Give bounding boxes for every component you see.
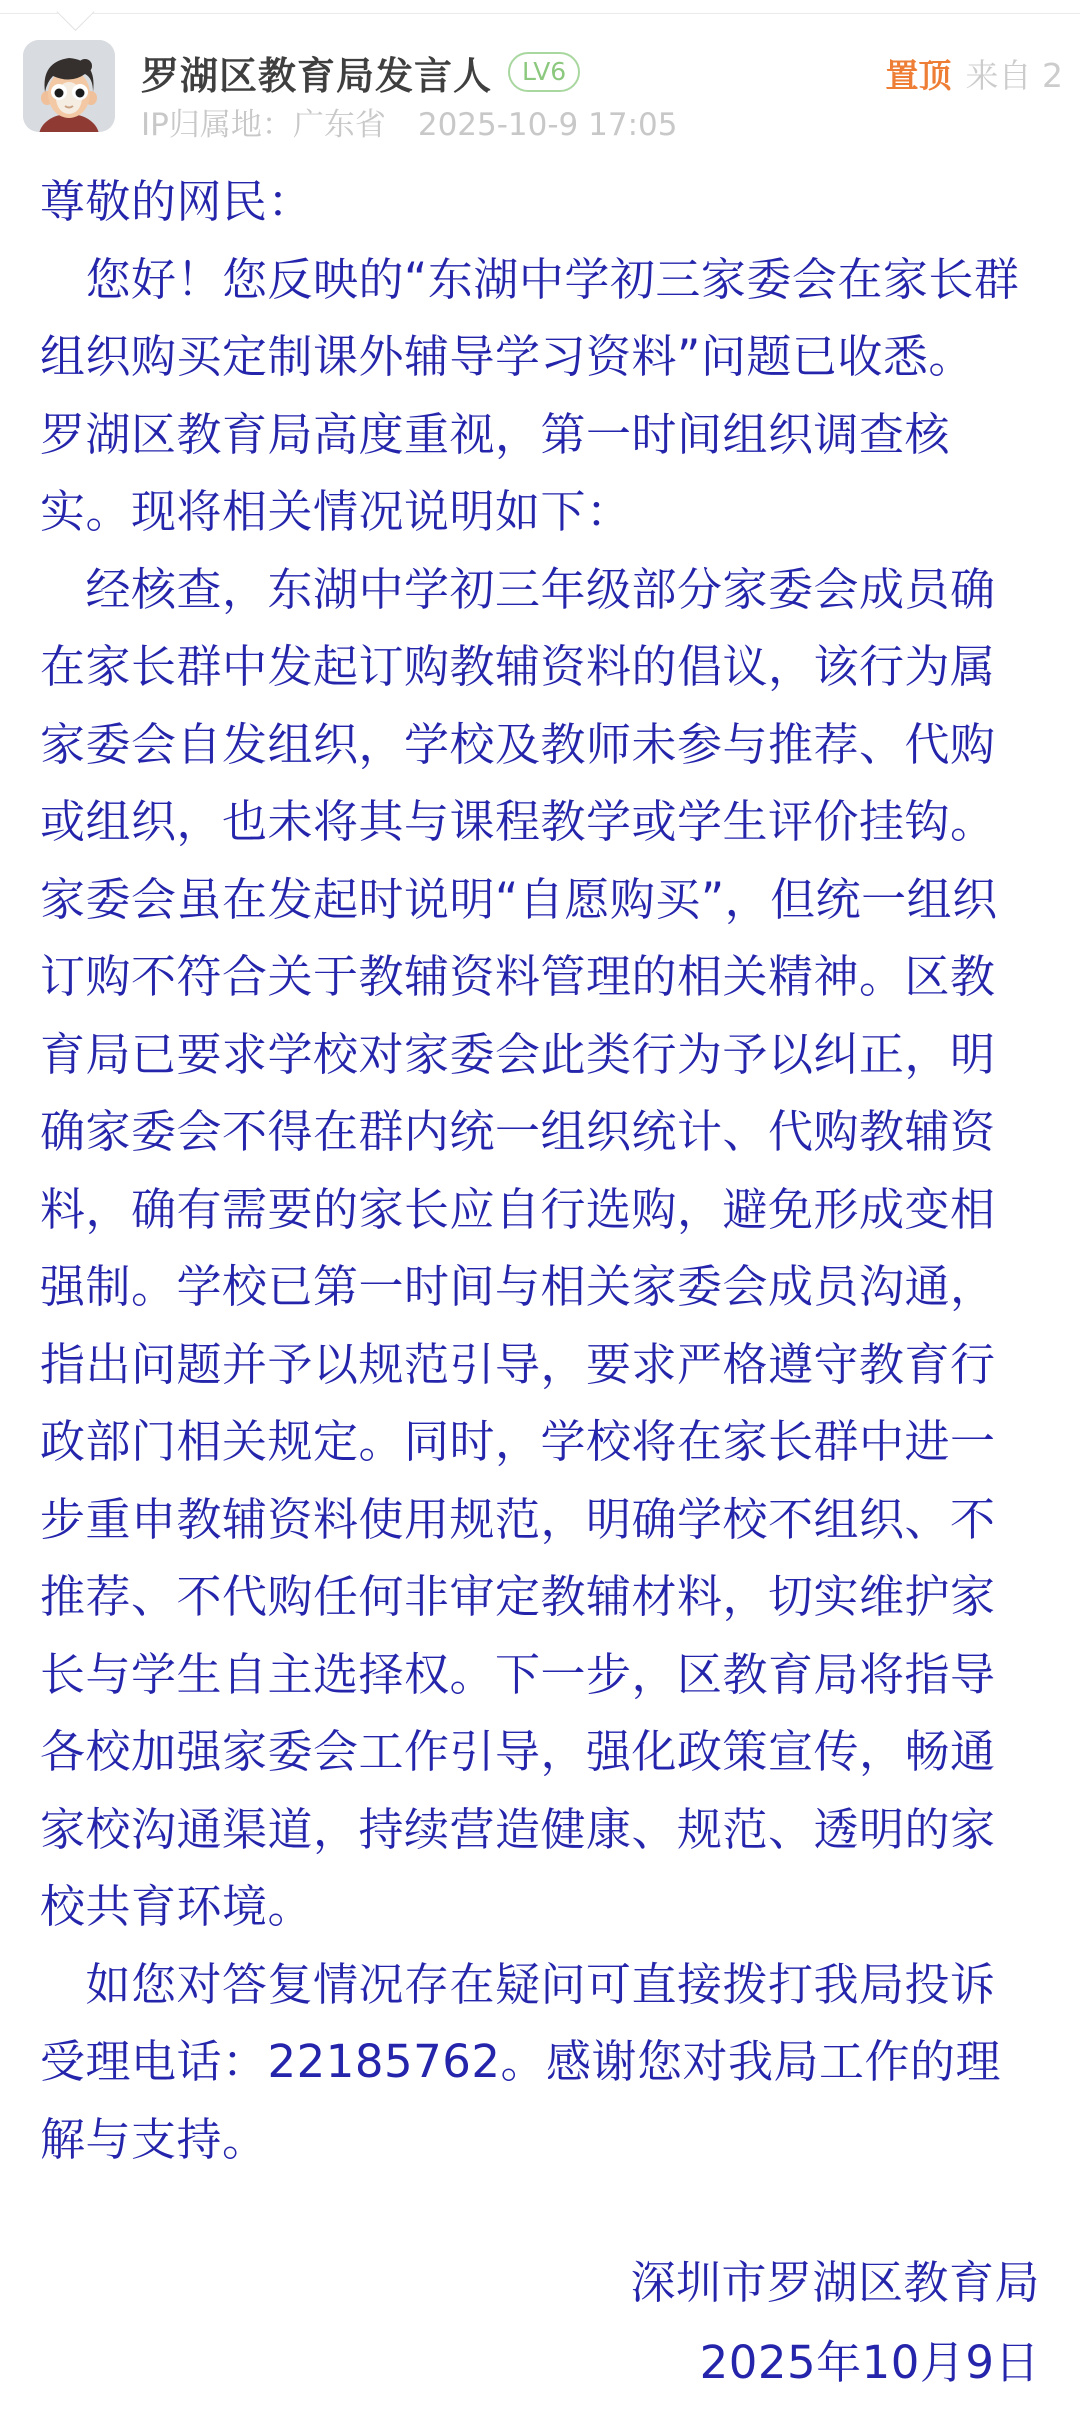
signature-date: 2025年10月9日: [699, 2336, 1040, 2389]
body-line: 步重申教辅资料使用规范，明确学校不组织、不: [40, 1492, 996, 1546]
signature-org: 深圳市罗湖区教育局: [630, 2256, 1040, 2309]
body-line: 推荐、不代购任何非审定教辅材料，切实维护家: [40, 1570, 996, 1623]
body-line: 组织购买定制课外辅导学习资料”问题已收悉。: [40, 330, 974, 383]
body-line: 长与学生自主选择权。下一步，区教育局将指导: [40, 1647, 996, 1701]
body-line: 罗湖区教育局高度重视，第一时间组织调查核: [40, 407, 951, 461]
body-line: 尊敬的网民：: [40, 175, 314, 228]
body-line: 家委会自发组织，学校及教师未参与推荐、代购: [40, 717, 996, 771]
body-line: 指出问题并予以规范引导，要求严格遵守教育行: [40, 1337, 996, 1391]
avatar[interactable]: [23, 40, 115, 132]
ip-location: IP归属地：广东省: [141, 107, 386, 143]
cartoon-person-avatar-icon: [23, 40, 115, 132]
post-body: [40, 163, 1042, 2178]
body-line: 或组织，也未将其与课程教学或学生评价挂钩。: [40, 795, 996, 848]
body-line: 在家长群中发起订购教辅资料的倡议，该行为属: [40, 640, 996, 693]
body-line: 实。现将相关情况说明如下：: [40, 485, 632, 538]
body-line: 校共育环境。: [40, 1880, 314, 1933]
body-line: 家校沟通渠道，持续营造健康、规范、透明的家: [40, 1802, 996, 1856]
body-line: 确家委会不得在群内统一组织统计、代购教辅资: [40, 1105, 996, 1158]
top-divider: [0, 13, 1080, 14]
pinned-badge: 置顶: [885, 56, 952, 95]
body-line: 您好！您反映的“东湖中学初三家委会在家长群: [40, 252, 1020, 306]
body-line: 受理电话：22185762。感谢您对我局工作的理: [40, 2035, 1002, 2088]
bubble-tail-icon: [56, 0, 94, 31]
body-line: 订购不符合关于教辅资料管理的相关精神。区教: [40, 950, 996, 1003]
body-line: 政部门相关规定。同时，学校将在家长群中进一: [40, 1415, 996, 1468]
source-floor-link[interactable]: 来自 2: [965, 56, 1063, 95]
body-line: 各校加强家委会工作引导，强化政策宣传，畅通: [40, 1725, 996, 1778]
body-line: 如您对答复情况存在疑问可直接拨打我局投诉: [40, 1957, 996, 2011]
level-badge: LV6: [508, 52, 580, 92]
body-line: 强制。学校已第一时间与相关家委会成员沟通，: [40, 1260, 996, 1313]
post-timestamp: 2025-10-9 17:05: [417, 107, 678, 143]
body-line: 经核查，东湖中学初三年级部分家委会成员确: [40, 562, 996, 616]
username[interactable]: 罗湖区教育局发言人: [141, 53, 493, 98]
signature-block: [630, 2243, 1040, 2403]
body-line: 料，确有需要的家长应自行选购，避免形成变相: [40, 1182, 996, 1236]
body-line: 育局已要求学校对家委会此类行为予以纠正，明: [40, 1027, 996, 1081]
body-line: 家委会虽在发起时说明“自愿购买”，但统一组织: [40, 872, 998, 926]
body-line: 解与支持。: [40, 2112, 268, 2166]
